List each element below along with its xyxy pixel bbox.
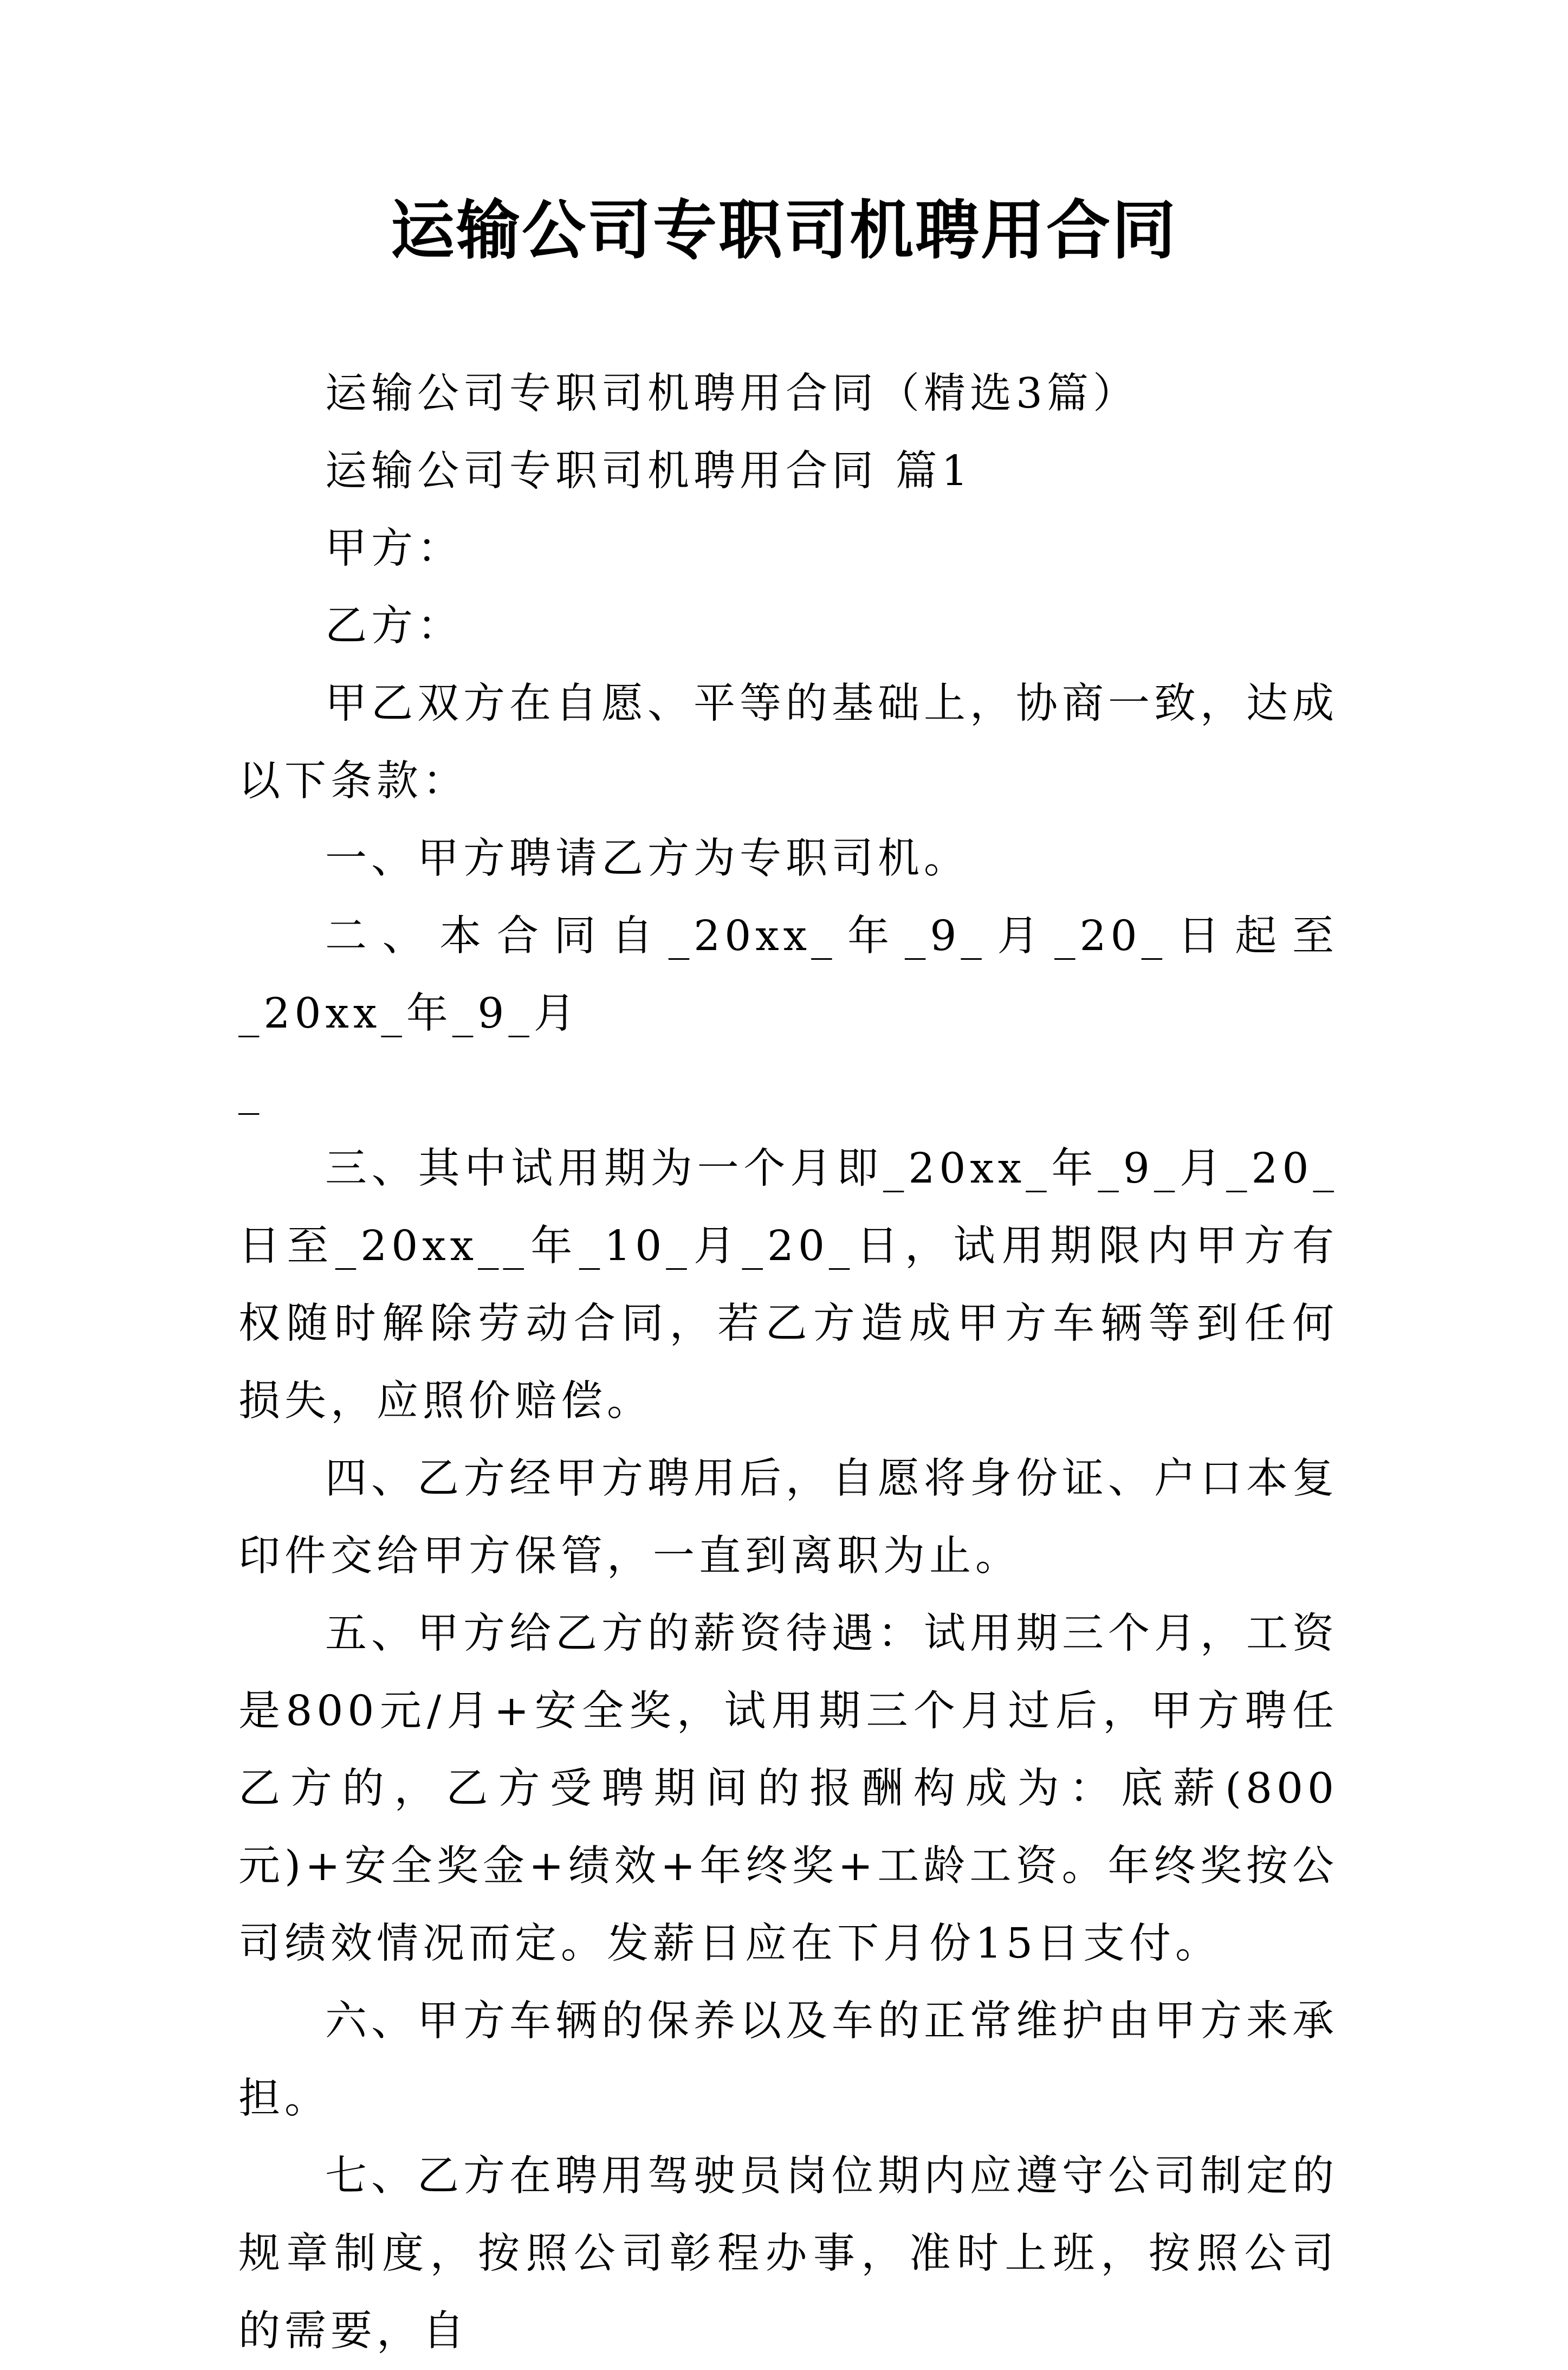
party-a-label: 甲方： <box>325 525 463 573</box>
section-heading: 运输公司专职司机聘用合同 篇1 <box>325 447 973 495</box>
clause-4: 四、乙方经甲方聘用后，自愿将身份证、户口本复印件交给甲方保管，一直到离职为止。 <box>238 1455 1338 1580</box>
document-title: 运输公司专职司机聘用合同 <box>390 192 1177 268</box>
clause-2: 二、本合同自_20xx_年_9_月_20_日起至_20xx_年_9_月 <box>238 912 1338 1038</box>
document-body <box>238 355 1338 2370</box>
clause-6: 六、甲方车辆的保养以及车的正常维护由甲方来承担。 <box>238 1997 1338 2123</box>
clause-1: 一、甲方聘请乙方为专职司机。 <box>325 835 970 883</box>
clause-3: 三、其中试用期为一个月即_20xx_年_9_月_20_日至_20xx__年_10_月_20_日，试用期限内甲方有权随时解除劳动合同，若乙方造成甲方车辆等到任何损失，应照价赔偿。 <box>238 1145 1338 1425</box>
intro-paragraph: 甲乙双方在自愿、平等的基础上，协商一致，达成以下条款： <box>238 680 1338 805</box>
document-subtitle: 运输公司专职司机聘用合同（精选3篇） <box>325 370 1139 418</box>
clause-5: 五、甲方给乙方的薪资待遇：试用期三个月，工资是800元/月+安全奖，试用期三个月过后，甲方聘任乙方的，乙方受聘期间的报酬构成为：底薪(800元)+安全奖金+绩效+年终奖+工龄工资。年终奖按公司绩效情况而定。发薪日应在下月份15日支付。 <box>238 1610 1338 1968</box>
clause-7: 七、乙方在聘用驾驶员岗位期内应遵守公司制定的规章制度，按照公司彰程办事，准时上班，按照公司的需要，自 <box>238 2152 1338 2355</box>
party-b-label: 乙方： <box>325 602 463 650</box>
clause-2-continuation: _ <box>238 1067 264 1115</box>
